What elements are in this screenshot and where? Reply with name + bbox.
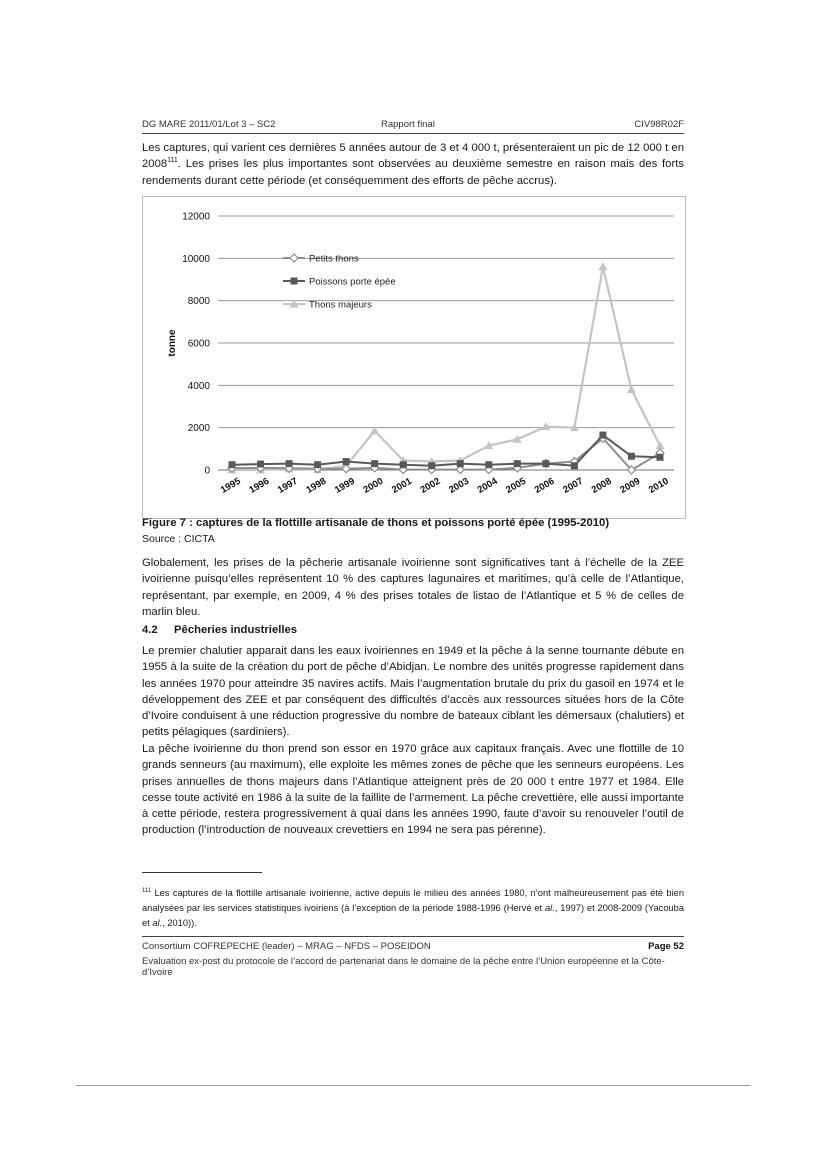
data-point-poissons-porte-p-e-2003	[457, 460, 464, 467]
catch-chart	[142, 196, 686, 519]
intro-text-1: Les captures, qui varient ces dernières 5 années autour de 3 et 4 000 t, présenteraient un pic de 12 000 t en 2008	[142, 142, 684, 171]
figure-source: Source : CICTA	[142, 533, 215, 545]
x-tick-label-2008: 2008	[589, 475, 614, 496]
figure-caption: Figure 7 : captures de la flottille artisanale de thons et poissons porté épée (1995-2010)	[142, 517, 610, 529]
x-tick-label-2010: 2010	[646, 475, 671, 496]
data-point-thons-majeurs-2008	[598, 262, 607, 270]
intro-text-2: . Les prises les plus importantes sont observées au deuxième semestre en raison mais des forts rendements durant cette période (et conséquemment des efforts de pêche accrus).	[142, 158, 684, 187]
y-tick-label-8000: 8000	[187, 296, 210, 308]
section-title: Pêcheries industrielles	[174, 624, 298, 636]
data-point-poissons-porte-p-e-2009	[628, 453, 635, 460]
paragraph-global-catches: Globalement, les prises de la pêcherie artisanale ivoirienne sont significatives tant à l’échelle de la ZEE ivoirienne puisqu’elles représentent 10 % des captures lagunaires et maritimes, qu’à celle de l’Atlantique, représentant, par exemple, en 2009, 4 % des prises totales de listao de l’Atlantique et 5 % de celles de marlin bleu.	[142, 557, 684, 618]
series-line-thons-majeurs	[232, 267, 660, 470]
x-tick-label-2003: 2003	[447, 475, 471, 496]
header-report-title: Rapport final	[381, 119, 435, 130]
footnote-reference[interactable]: 111	[167, 157, 178, 165]
x-tick-label-1999: 1999	[332, 475, 357, 496]
x-tick-label-2006: 2006	[532, 475, 557, 496]
footnote-italic-2: al.	[152, 918, 163, 928]
data-point-poissons-porte-p-e-2002	[428, 462, 435, 469]
page-footer	[142, 936, 684, 978]
legend-label-thons-majeurs: Thons majeurs	[309, 299, 372, 311]
y-tick-label-4000: 4000	[187, 380, 210, 392]
footer-subtitle: Evaluation ex-post du protocole de l’accord de partenariat dans le domaine de la pêche entre l’Union européenne et la Côte-d’Ivoire	[142, 956, 665, 978]
x-tick-label-1996: 1996	[247, 475, 272, 496]
data-point-poissons-porte-p-e-1997	[286, 460, 293, 467]
footnote-text-1: Les captures de la flottille artisanale ivoirienne, active depuis le milieu des années 1980, n’ont malheureusement pas été bien analysées par les services statistiques ivoiriens (à l’exception de la période 1988-1996 (Hervé et	[142, 888, 684, 913]
footnote-divider	[142, 872, 262, 873]
data-point-poissons-porte-p-e-1998	[314, 461, 321, 468]
footnote-number: 111	[142, 887, 152, 894]
legend-label-petits-thons: Petits thons	[309, 253, 359, 265]
footnote-text-3: , 2010)).	[162, 918, 197, 928]
data-point-poissons-porte-p-e-1996	[257, 461, 264, 468]
data-point-thons-majeurs-2010	[656, 441, 665, 449]
data-point-poissons-porte-p-e-1995	[229, 461, 236, 468]
data-point-poissons-porte-p-e-2005	[514, 460, 521, 467]
x-tick-label-1995: 1995	[218, 475, 243, 496]
x-tick-label-2007: 2007	[561, 475, 586, 496]
y-tick-label-6000: 6000	[187, 338, 210, 350]
legend-marker-petits-thons	[290, 254, 298, 262]
legend-label-poissons-porte-p-e: Poissons porte épée	[309, 276, 396, 288]
footnote-text-2: , 1997) et 2008-2009 (Yacouba et	[142, 903, 684, 928]
section-heading	[142, 624, 297, 636]
intro-paragraph	[142, 140, 684, 189]
chart-svg	[143, 197, 685, 518]
footnote-italic-1: al.	[545, 903, 555, 913]
x-tick-label-2001: 2001	[390, 475, 414, 496]
legend-marker-poissons-porte-p-e	[291, 278, 298, 285]
y-tick-label-12000: 12000	[182, 211, 210, 223]
y-axis-label: tonne	[167, 329, 178, 357]
y-tick-label-10000: 10000	[182, 253, 210, 265]
header-reference: DG MARE 2011/01/Lot 3 – SC2	[142, 119, 276, 130]
x-tick-label-1998: 1998	[304, 475, 329, 496]
x-tick-label-2000: 2000	[361, 475, 386, 496]
data-point-poissons-porte-p-e-1999	[343, 458, 350, 465]
data-point-poissons-porte-p-e-2010	[657, 454, 664, 461]
x-tick-label-2004: 2004	[475, 475, 500, 496]
page-header	[142, 117, 684, 134]
page-number: Page 52	[648, 941, 684, 952]
paragraph-tuna-fishery: La pêche ivoirienne du thon prend son essor en 1970 grâce aux capitaux français. Avec une flottille de 10 grands senneurs (au maximum), elle exploite les mêmes zones de pêche que les senneurs européens. Les prises annuelles de thons majeurs dans l’Atlantique atteignent près de 20 000 t entre 1977 et 1984. Elle cesse toute activité en 1986 à la suite de la faillite de l’armement. La pêche crevettière, elle aussi importante à cette période, restera progressivement à quai dans les années 1990, faute d’avoir su renouveler l’outil de production (l’introduction de nouveaux crevettiers en 1994 ne sera pas pérenne).	[142, 743, 684, 837]
data-point-thons-majeurs-2009	[627, 385, 636, 393]
data-point-poissons-porte-p-e-2008	[599, 432, 606, 439]
page-bottom-rule	[76, 1085, 750, 1086]
footnote	[142, 886, 684, 931]
x-tick-label-2009: 2009	[618, 475, 643, 496]
x-tick-label-2002: 2002	[418, 475, 443, 496]
data-point-poissons-porte-p-e-2004	[485, 461, 492, 468]
x-tick-label-2005: 2005	[504, 475, 528, 496]
header-doc-code: CIV98R02F	[634, 119, 684, 130]
data-point-poissons-porte-p-e-2000	[371, 460, 378, 467]
section-number: 4.2	[142, 624, 158, 636]
x-tick-label-1997: 1997	[275, 475, 300, 496]
y-tick-label-0: 0	[204, 465, 210, 477]
footer-consortium: Consortium COFREPECHE (leader) – MRAG – NFDS – POSEIDON	[142, 941, 431, 952]
paragraph-industrial-history: Le premier chalutier apparait dans les eaux ivoiriennes en 1949 et la pêche à la senne tournante débute en 1955 à la suite de la création du port de pêche d’Abidjan. Le nombre des unités progresse rapidement dans les années 1970 pour atteindre 35 navires actifs. Mais l’augmentation brutale du prix du gasoil en 1974 et le développement des ZEE et par conséquent des difficultés d’accès aux ressources situées hors de la Côte d’Ivoire conduisent à une réduction progressive du nombre de bateaux ciblant les démersaux (chalutiers) et petits pélagiques (sardiniers).	[142, 645, 684, 739]
data-point-poissons-porte-p-e-2001	[400, 461, 407, 468]
data-point-poissons-porte-p-e-2006	[542, 460, 549, 467]
data-point-poissons-porte-p-e-2007	[571, 462, 578, 469]
y-tick-label-2000: 2000	[187, 423, 210, 435]
